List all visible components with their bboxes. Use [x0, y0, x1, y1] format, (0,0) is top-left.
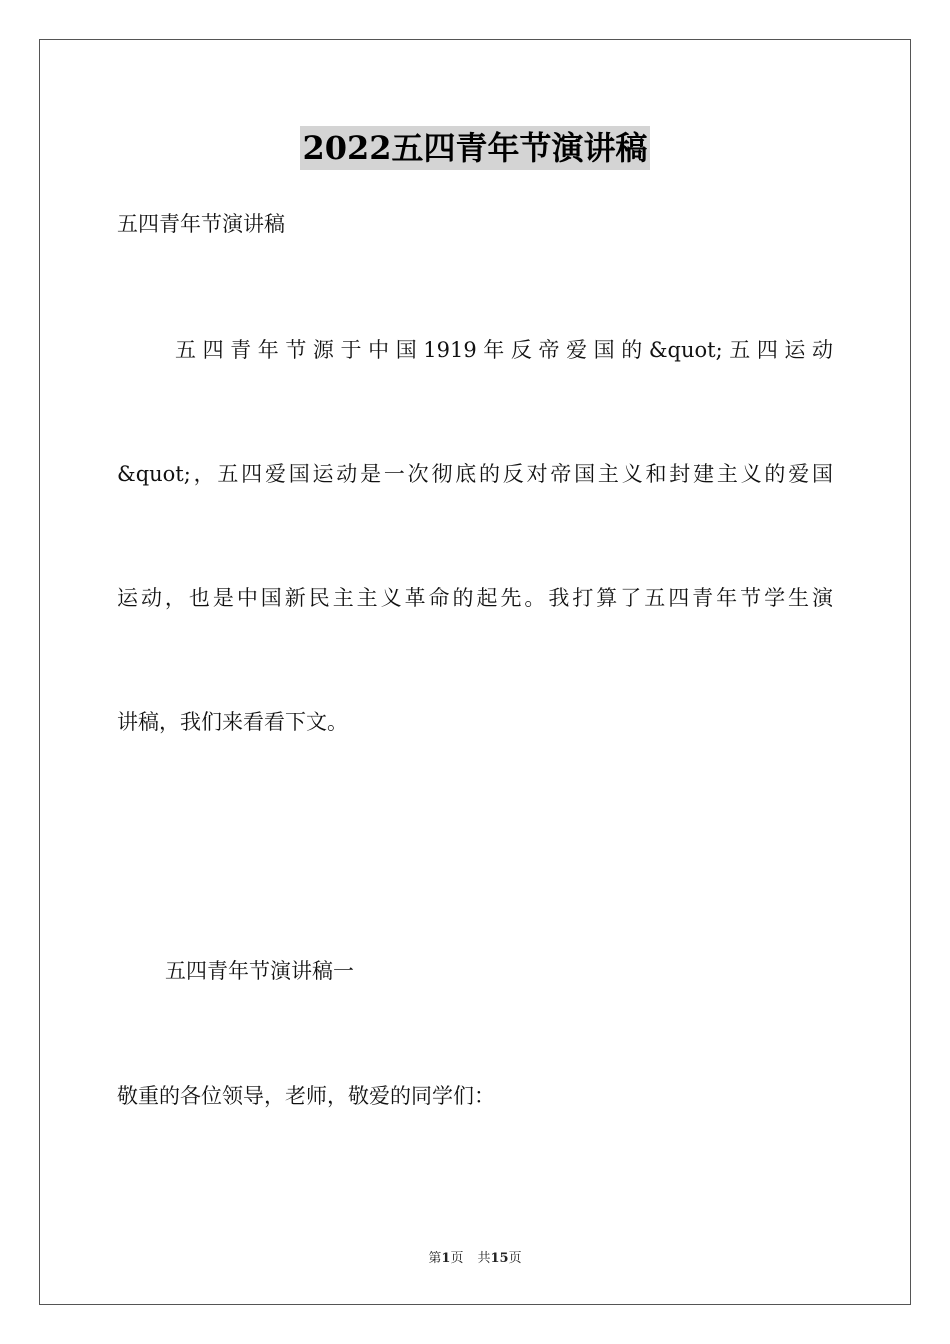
footer-total-pages: 15	[490, 1251, 509, 1266]
page-footer	[0, 1247, 950, 1266]
salutation: 敬重的各位领导，老师，敬爱的同学们：	[117, 1084, 495, 1108]
paragraph-line-4: 讲稿，我们来看看下文。	[117, 710, 348, 734]
paragraph-line-3: 运动，也是中国新民主主义革命的起先。我打算了五四青年节学生演	[117, 586, 833, 610]
footer-page-number: 1	[441, 1251, 451, 1266]
footer-total-prefix: 共	[477, 1251, 491, 1266]
title-wrap	[0, 126, 950, 170]
document-title: 2022五四青年节演讲稿	[300, 126, 649, 170]
footer-total-suffix: 页	[508, 1251, 522, 1266]
footer-page-suffix: 页	[450, 1251, 464, 1266]
paragraph-line-1: 五四青年节源于中国1919年反帝爱国的&quot;五四运动	[175, 338, 833, 362]
paragraph-line-2: &quot;，五四爱国运动是一次彻底的反对帝国主义和封建主义的爱国	[117, 462, 833, 486]
footer-page-prefix: 第	[428, 1251, 442, 1266]
document-subtitle: 五四青年节演讲稿	[117, 212, 285, 236]
section-heading: 五四青年节演讲稿一	[165, 959, 354, 983]
